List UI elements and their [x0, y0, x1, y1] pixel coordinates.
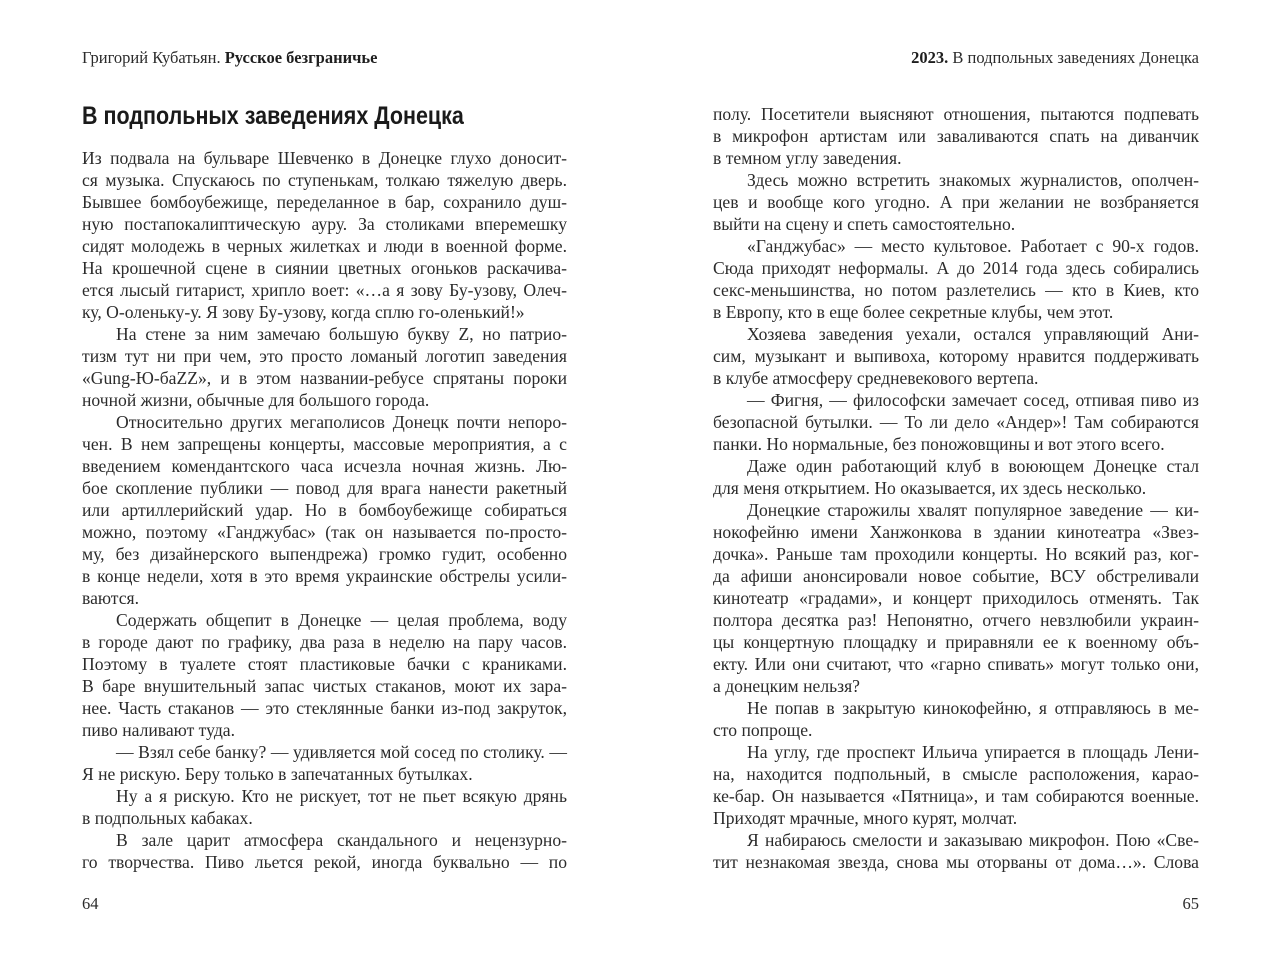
text-line: «Ганджубас» — место культовое. Работает с 90-х годов. — [747, 236, 1199, 256]
page-number-right: 65 — [1182, 894, 1199, 913]
text-line: «Gung-Ю-баZZ», и в этом названии-ребусе спрятаны пороки — [82, 368, 567, 388]
text-line: ную постапокалиптическую ауру. За столиками вперемешку — [82, 214, 567, 234]
text-line: екту. Или они считают, что «гарно спивать» могут только они, — [713, 654, 1199, 674]
year-label: 2023. — [911, 48, 949, 67]
section-title: В подпольных заведениях Донецка — [952, 48, 1199, 67]
text-line: бое скопление публики — повод для врага нанести ракетный — [82, 478, 567, 498]
text-line: Содержать общепит в Донецке — целая проблема, воду — [116, 610, 567, 630]
body-text-left — [82, 147, 567, 873]
text-line: Даже один работающий клуб в воюющем Донецке стал — [747, 456, 1199, 476]
text-line: На углу, где проспект Ильича упирается в площадь Лени- — [747, 742, 1199, 762]
text-line: Приходят мрачные, много курят, молчат. — [713, 808, 1018, 828]
book-title: Русское безграничье — [224, 48, 378, 67]
text-line: Бывшее бомбоубежище, переделанное в бар, сохранило душ- — [82, 192, 567, 212]
text-line: в Европу, кто в еще более секретные клубы, чем этот. — [713, 302, 1114, 322]
author-name: Григорий Кубатьян. — [82, 48, 221, 67]
text-line: Не попав в закрытую кинокофейню, я отправляюсь в ме- — [747, 698, 1199, 718]
text-line: нокофейню имени Ханжонкова в здании кинотеатра «Звез- — [713, 522, 1199, 542]
text-line: В зале царит атмосфера скандального и нецензурно- — [116, 830, 567, 850]
text-line: Здесь можно встретить знакомых журналистов, ополчен- — [747, 170, 1199, 190]
text-line: Относительно других мегаполисов Донецк почти непоро- — [116, 412, 567, 432]
text-line: сто попроще. — [713, 720, 813, 740]
text-line: Донецкие старожилы хвалят популярное заведение — ки- — [747, 500, 1199, 520]
text-line: пиво наливают туда. — [82, 720, 235, 740]
text-line: сим, музыкант и выпивоха, которому нравится поддерживать — [713, 346, 1199, 366]
text-line: в городе дают по графику, два раза в неделю на пару часов. — [82, 632, 567, 652]
text-line: полтора десятка раз! Непонятно, отчего невзлюбили украин- — [713, 610, 1199, 630]
text-line: — Взял себе банку? — удивляется мой сосед по столику. — — [116, 742, 567, 762]
text-line: выйти на сцену и спеть самостоятельно. — [713, 214, 1016, 234]
text-line: тизм тут ни при чем, это просто ломаный логотип заведения — [82, 346, 567, 366]
text-line: тит незнакомая звезда, снова мы оторваны от дома…». Слова — [713, 852, 1199, 872]
running-head-left — [82, 48, 377, 68]
running-head-right — [911, 48, 1199, 68]
text-line: ется лысый гитарист, хрипло воет: «…а я зову Бу-узову, Олеч- — [82, 280, 567, 300]
text-line: ся музыка. Спускаюсь по ступенькам, толкаю тяжелую дверь. — [82, 170, 567, 190]
text-line: ночной жизни, обычные для большого города. — [82, 390, 430, 410]
text-line: Хозяева заведения уехали, остался управляющий Ани- — [747, 324, 1199, 344]
text-line: в микрофон артистам или заваливаются спать на диванчик — [713, 126, 1199, 146]
text-line: ку, О-оленьку-у. Я зову Бу-узову, когда сплю го-оленький!» — [82, 302, 525, 322]
text-line: ваются. — [82, 588, 139, 608]
text-line: на, находится подпольный, в смысле расположения, карао- — [713, 764, 1199, 784]
text-line: На стене за ним замечаю большую букву Z, но патрио- — [116, 324, 567, 344]
text-line: в подпольных кабаках. — [82, 808, 253, 828]
text-line: да афиши анонсировали новое событие, ВСУ обстреливали — [713, 566, 1199, 586]
text-line: ке-бар. Он называется «Пятница», и там собираются военные. — [713, 786, 1199, 806]
text-line: секс-меньшинства, но потом разлетелись — кто в Киев, кто — [713, 280, 1199, 300]
text-line: можно, поэтому «Ганджубас» (так он называется по-просто- — [82, 522, 567, 542]
text-line: или артиллерийский удар. Но в бомбоубежище собираться — [82, 500, 567, 520]
text-line: введением комендантского часа исчезла ночная жизнь. Лю- — [82, 456, 567, 476]
right-page — [713, 0, 1199, 960]
text-line: го творчества. Пиво льется рекой, иногда буквально — по — [82, 852, 567, 872]
text-line: В баре внушительный запас чистых стаканов, моют их зара- — [82, 676, 567, 696]
text-line: кинотеатр «градами», и концерт приходилось отменять. Так — [713, 588, 1199, 608]
left-page — [82, 0, 567, 960]
text-line: полу. Посетители выясняют отношения, пытаются подпевать — [713, 104, 1199, 124]
page-number-left: 64 — [82, 894, 99, 913]
text-line: в темном углу заведения. — [713, 148, 902, 168]
text-line: му, без дизайнерского выпендрежа) громко гудит, особенно — [82, 544, 567, 564]
text-line: дочка». Раньше там проходили концерты. Но всякий раз, ког- — [713, 544, 1199, 564]
text-line: сидят молодежь в черных жилетках и люди в военной форме. — [82, 236, 567, 256]
text-line: Я набираюсь смелости и заказываю микрофон. Пою «Све- — [747, 830, 1199, 850]
chapter-title: В подпольных заведениях Донецка — [82, 102, 464, 130]
text-line: для меня открытием. Но оказывается, их здесь несколько. — [713, 478, 1147, 498]
text-line: цы концертную площадку и приравняли ее к военному объ- — [713, 632, 1199, 652]
text-line: Сюда приходят неформалы. А до 2014 года здесь собирались — [713, 258, 1199, 278]
text-line: нее. Часть стаканов — это стеклянные банки из-под закруток, — [82, 698, 567, 718]
text-line: а донецким нельзя? — [713, 676, 860, 696]
text-line: чен. В нем запрещены концерты, массовые мероприятия, а с — [82, 434, 567, 454]
text-line: Из подвала на бульваре Шевченко в Донецке глухо доносит- — [82, 148, 567, 168]
text-line: в конце недели, хотя в это время украинские обстрелы усили- — [82, 566, 567, 586]
text-line: Ну а я рискую. Кто не рискует, тот не пьет всякую дрянь — [116, 786, 567, 806]
text-line: в клубе атмосферу средневекового вертепа. — [713, 368, 1039, 388]
text-line: панки. Но нормальные, без поножовщины и вот этого всего. — [713, 434, 1165, 454]
text-line: безопасной бутылки. — То ли дело «Андер»! Там собираются — [713, 412, 1199, 432]
text-line: Поэтому в туалете стоят пластиковые бачки с краниками. — [82, 654, 567, 674]
text-line: — Фигня, — философски замечает сосед, отпивая пиво из — [747, 390, 1199, 410]
body-text-right — [713, 103, 1199, 873]
text-line: Я не рискую. Беру только в запечатанных бутылках. — [82, 764, 473, 784]
text-line: цев и вообще кого угодно. А при желании не возбраняется — [713, 192, 1199, 212]
text-line: На крошечной сцене в сиянии цветных огоньков раскачива- — [82, 258, 567, 278]
